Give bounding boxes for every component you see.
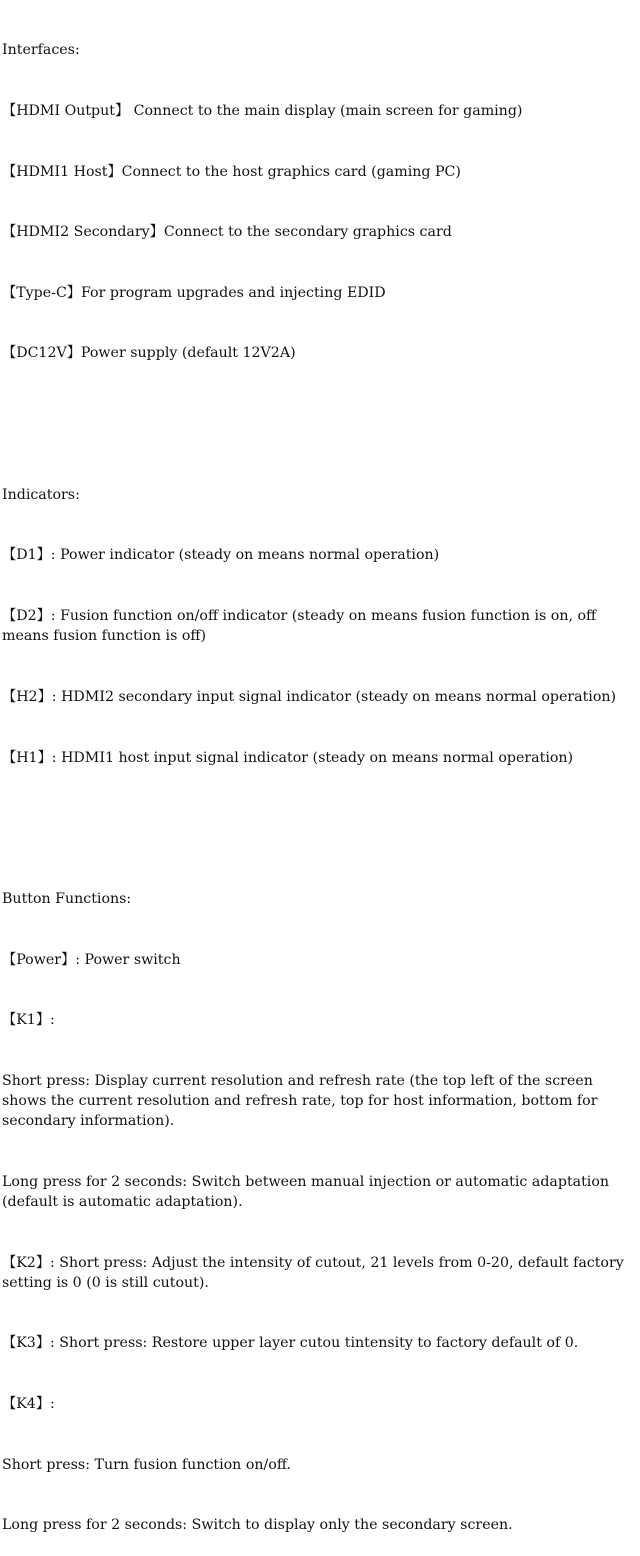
spacer	[2, 404, 640, 424]
interface-hdmi-output: 【HDMI Output】 Connect to the main display (main screen for gaming)	[2, 103, 523, 120]
indicator-h1: 【H1】: HDMI1 host input signal indicator (steady on means normal operation)	[2, 749, 574, 766]
button-power: 【Power】: Power switch	[2, 951, 181, 968]
interface-hdmi1-host: 【HDMI1 Host】Connect to the host graphics card (gaming PC)	[2, 163, 461, 180]
button-k4-label: 【K4】:	[2, 1395, 55, 1412]
button-k1-long-press: Long press for 2 seconds: Switch between manual injection or automatic adaptation (default is automatic adaptation).	[2, 1173, 614, 1210]
buttons-heading: Button Functions:	[2, 890, 132, 907]
interfaces-heading: Interfaces:	[2, 42, 80, 59]
interface-hdmi2-secondary: 【HDMI2 Secondary】Connect to the secondary graphics card	[2, 224, 452, 241]
interface-type-c: 【Type-C】For program upgrades and injecting EDID	[2, 284, 386, 301]
indicators-heading: Indicators:	[2, 486, 80, 503]
interface-dc12v: 【DC12V】Power supply (default 12V2A)	[2, 345, 296, 362]
spacer	[2, 808, 640, 828]
button-k2: 【K2】: Short press: Adjust the intensity of cutout, 21 levels from 0-20, default factory setting is 0 (0 is still cutout).	[2, 1254, 629, 1291]
indicator-d2: 【D2】: Fusion function on/off indicator (steady on means fusion function is on, off means fusion function is off)	[2, 608, 601, 645]
button-k1-short-press: Short press: Display current resolution and refresh rate (the top left of the screen shows the current resolution and refresh rate, top for host information, bottom for secondary information).	[2, 1072, 603, 1130]
button-k3: 【K3】: Short press: Restore upper layer cutou tintensity to factory default of 0.	[2, 1335, 579, 1352]
button-k1-label: 【K1】:	[2, 1012, 55, 1029]
indicator-d1: 【D1】: Power indicator (steady on means normal operation)	[2, 547, 440, 564]
indicator-h2: 【H2】: HDMI2 secondary input signal indicator (steady on means normal operation)	[2, 688, 617, 705]
button-k4-short-press: Short press: Turn fusion function on/off.	[2, 1456, 291, 1473]
button-k4-long-press: Long press for 2 seconds: Switch to display only the secondary screen.	[2, 1517, 513, 1534]
